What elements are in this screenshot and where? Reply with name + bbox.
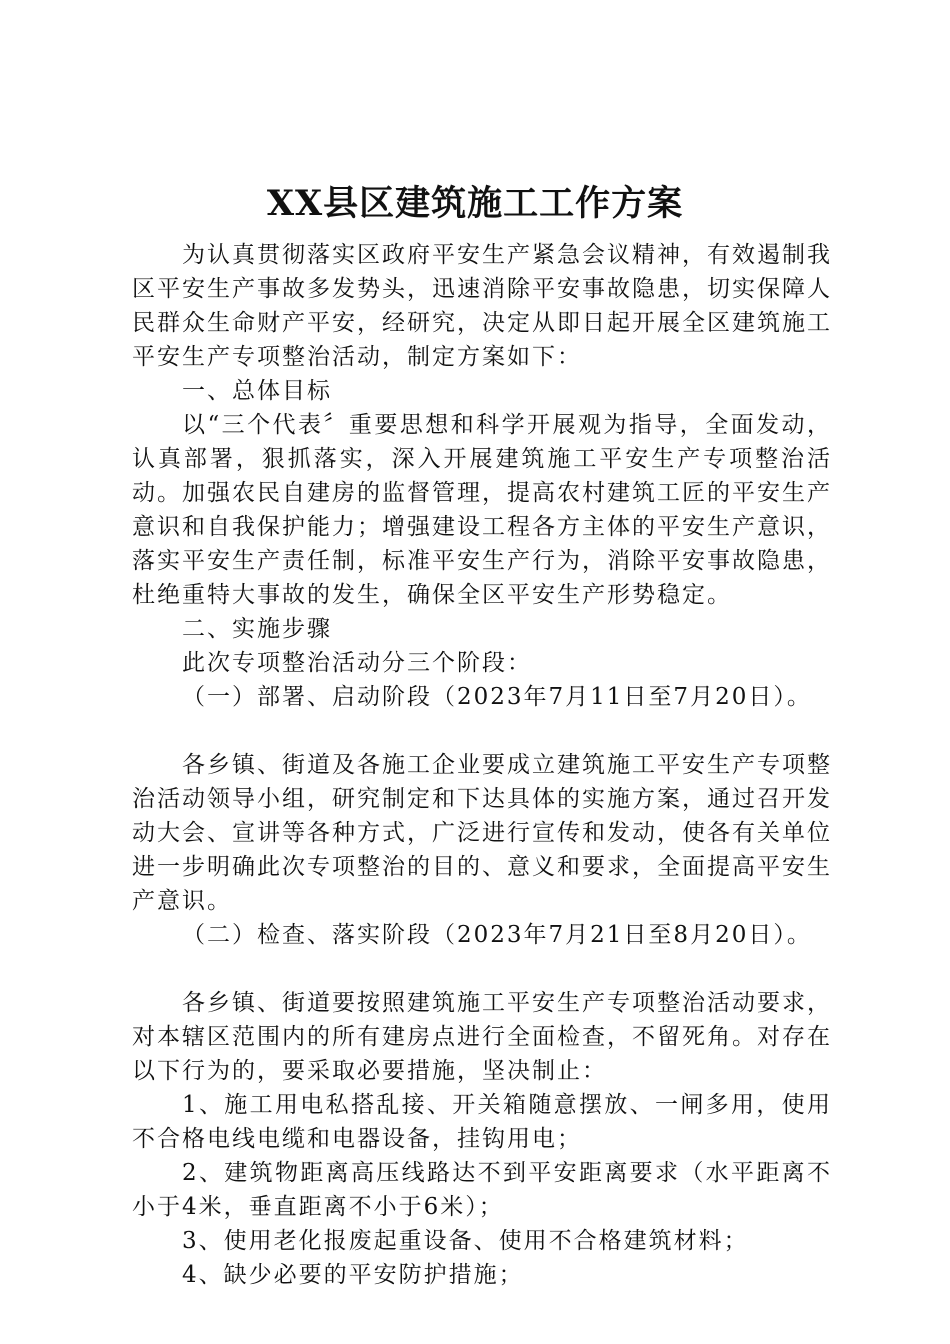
phase-one-heading: （一）部署、启动阶段（2023年7月11日至7月20日）。: [182, 684, 812, 710]
intro-paragraph: 为认真贯彻落实区政府平安生产紧急会议精神，有效遏制我区平安生产事故多发势头，迅速消除平安事故隐患，切实保障人民群众生命财产平安，经研究，决定从即日起开展全区建筑施工平安生产专项整治活动，制定方案如下：: [132, 242, 832, 370]
goal-paragraph: 以“三个代表〞重要思想和科学开展观为指导，全面发动，认真部署，狠抓落实，深入开展建筑施工平安生产专项整治活动。加强农民自建房的监督管理，提高农村建筑工匠的平安生产意识和自我保护能力；增强建设工程各方主体的平安生产意识，落实平安生产责任制，标准平安生产行为，消除平安事故隐患，杜绝重特大事故的发生，确保全区平安生产形势稳定。: [132, 412, 832, 608]
list-item: 1、施工用电私搭乱接、开关箱随意摆放、一闸多用，使用不合格电线电缆和电器设备，挂钩用电；: [132, 1092, 832, 1152]
document-title: XX县区建筑施工工作方案: [266, 183, 684, 224]
phase-two-paragraph: 各乡镇、街道要按照建筑施工平安生产专项整治活动要求，对本辖区范围内的所有建房点进行全面检查，不留死角。对存在以下行为的，要采取必要措施，坚决制止：: [132, 990, 832, 1084]
list-item: 3、使用老化报废起重设备、使用不合格建筑材料；: [182, 1228, 749, 1254]
section-heading-goal: 一、总体目标: [182, 378, 332, 404]
section-heading-steps: 二、实施步骤: [182, 616, 332, 642]
phase-two-heading: （二）检查、落实阶段（2023年7月21日至8月20日）。: [182, 922, 812, 948]
phase-one-paragraph: 各乡镇、街道及各施工企业要成立建筑施工平安生产专项整治活动领导小组，研究制定和下达具体的实施方案，通过召开发动大会、宣讲等各种方式，广泛进行宣传和发动，使各有关单位进一步明确此次专项整治的目的、意义和要求，全面提高平安生产意识。: [132, 752, 832, 914]
list-item: 4、缺少必要的平安防护措施；: [182, 1262, 524, 1288]
document-body: [132, 238, 832, 1292]
list-item: 2、建筑物距离高压线路达不到平安距离要求（水平距离不小于4米，垂直距离不小于6米）；: [132, 1160, 832, 1220]
steps-intro-paragraph: 此次专项整治活动分三个阶段：: [182, 650, 532, 676]
